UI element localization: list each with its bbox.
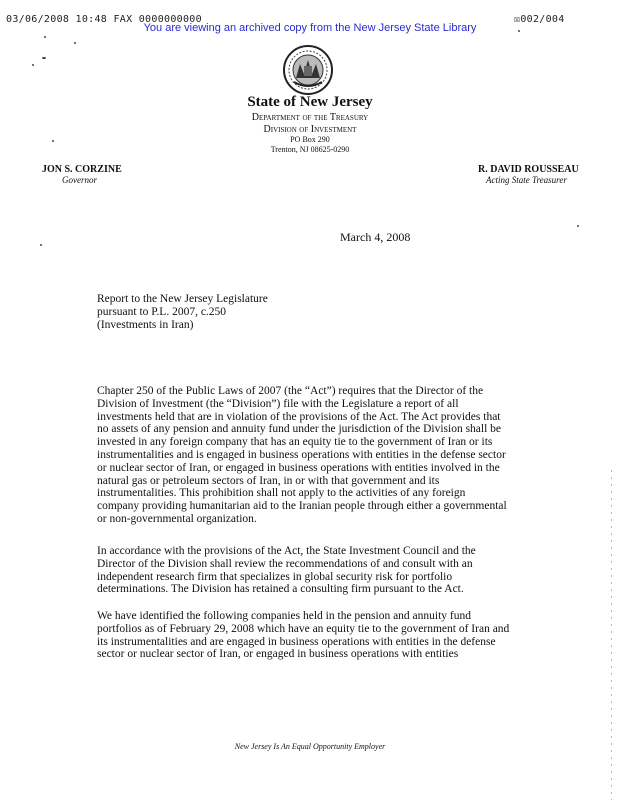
fax-header-right: ☒002/004 — [514, 14, 565, 25]
scan-speck — [40, 244, 42, 246]
footer-equal-opportunity: New Jersey Is An Equal Opportunity Employer — [234, 742, 386, 751]
scan-speck — [44, 36, 46, 38]
paragraph-line: We have identified the following companies held in the pension and annuity fund — [97, 610, 472, 622]
archive-notice: You are viewing an archived copy from the New Jersey State Library — [143, 22, 477, 34]
report-subject — [97, 293, 268, 332]
paragraph-line: Director of the Division shall review the recommendations of and consult with an — [97, 557, 473, 570]
letterhead-department: Department of the Treasury — [251, 112, 369, 123]
scan-edge-mark — [611, 470, 612, 800]
treasurer-name: R. DAVID ROUSSEAU — [478, 164, 579, 175]
paragraph-line: instrumentalities. This prohibition shall not apply to the activities of any foreign — [97, 487, 466, 500]
scan-speck — [577, 225, 579, 227]
paragraph-consulting-firm — [97, 545, 527, 596]
letterhead-city: Trenton, NJ 08625-0290 — [270, 145, 350, 154]
paragraph-line: determinations. The Division has retained a consulting firm pursuant to the Act. — [97, 583, 464, 596]
scan-speck — [518, 30, 520, 32]
letterhead-po-box: PO Box 290 — [290, 135, 330, 144]
scan-speck — [42, 57, 46, 59]
paragraph-line: instrumentalities and is engaged in business operations with entities in the defense sector — [97, 448, 506, 461]
paragraph-line: In accordance with the provisions of the Act, the State Investment Council and the — [97, 545, 476, 557]
paragraph-line: no assets of any pension and annuity fund under the jurisdiction of the Division shall be — [97, 423, 502, 436]
letterhead-state: State of New Jersey — [247, 94, 373, 110]
scan-speck — [52, 140, 54, 142]
paragraph-line: natural gas or petroleum sectors of Iran, in or with that government and its — [97, 474, 440, 487]
paragraph-line: invested in any foreign company that has an equity tie to the government of Iran or its — [97, 436, 493, 449]
paragraph-act-summary — [97, 385, 527, 526]
paragraph-line: company providing humanitarian aid to the Iranian people through either a governmental — [97, 500, 507, 513]
paragraph-line: or non-governmental organization. — [97, 512, 257, 525]
paragraph-line: or nuclear sector of Iran, or engaged in business operations with entities involved in the — [97, 461, 500, 474]
letter-date: March 4, 2008 — [340, 230, 411, 244]
governor-name: JON S. CORZINE — [42, 164, 122, 175]
paragraph-line: investments held that are in violation of the provisions of the Act. The Act provides that — [97, 410, 501, 423]
subject-line: (Investments in Iran) — [97, 319, 194, 331]
subject-line: Report to the New Jersey Legislature — [97, 293, 268, 305]
letterhead-division: Division of Investment — [263, 124, 357, 135]
state-seal-icon — [280, 44, 336, 96]
fax-header-left: 03/06/2008 10:48 FAX 0000000000 — [6, 14, 202, 25]
subject-line: pursuant to P.L. 2007, c.250 — [97, 306, 227, 318]
scan-speck — [32, 64, 34, 66]
governor-title: Governor — [62, 175, 97, 185]
paragraph-line: Division of Investment (the “Division”) file with the Legislature a report of all — [97, 397, 459, 410]
treasurer-title: Acting State Treasurer — [486, 175, 567, 185]
scan-speck — [74, 42, 76, 44]
paragraph-line: portfolios as of February 29, 2008 which have an equity tie to the government of Iran and — [97, 622, 510, 635]
paragraph-identified-companies — [97, 610, 527, 661]
paragraph-line: Chapter 250 of the Public Laws of 2007 (the “Act”) requires that the Director of the — [97, 385, 484, 397]
paragraph-line: its instrumentalities and are engaged in business operations with entities in the defense — [97, 635, 496, 648]
paragraph-line: sector or nuclear sector of Iran, or engaged in business operations with entities — [97, 648, 459, 661]
paragraph-line: independent research firm that specializes in global security risk for portfolio — [97, 570, 453, 583]
